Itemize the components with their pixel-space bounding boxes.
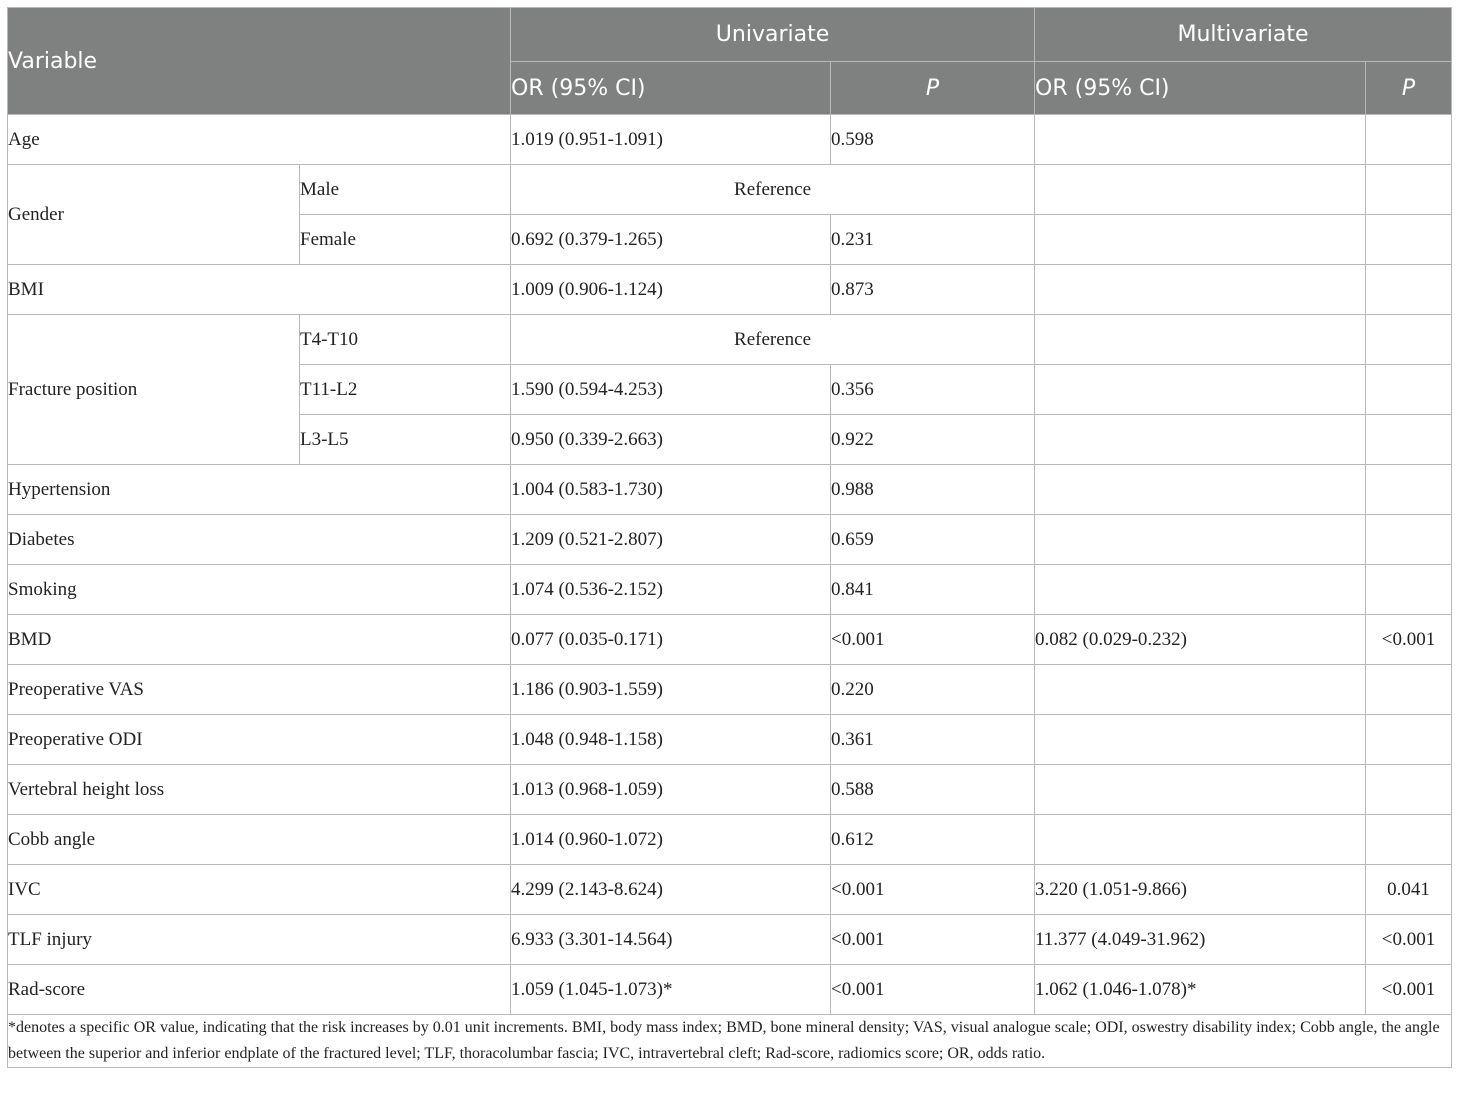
table-row bbox=[8, 815, 1452, 865]
header-variable: Variable bbox=[8, 8, 511, 115]
header-multivariate: Multivariate bbox=[1035, 8, 1452, 62]
univariate-p: 0.220 bbox=[831, 665, 1035, 715]
header-multivariate-or: OR (95% CI) bbox=[1035, 62, 1366, 115]
table-row bbox=[8, 615, 1452, 665]
row-label: Hypertension bbox=[8, 465, 511, 515]
univariate-or: 0.950 (0.339-2.663) bbox=[511, 415, 831, 465]
multivariate-p: 0.041 bbox=[1366, 865, 1452, 915]
row-label: Diabetes bbox=[8, 515, 511, 565]
multivariate-or bbox=[1035, 315, 1366, 365]
multivariate-or bbox=[1035, 565, 1366, 615]
row-label: Cobb angle bbox=[8, 815, 511, 865]
univariate-or: 0.077 (0.035-0.171) bbox=[511, 615, 831, 665]
header-univariate-or: OR (95% CI) bbox=[511, 62, 831, 115]
multivariate-p bbox=[1366, 515, 1452, 565]
reference-cell: Reference bbox=[511, 315, 1035, 365]
multivariate-p bbox=[1366, 565, 1452, 615]
univariate-or: 6.933 (3.301-14.564) bbox=[511, 915, 831, 965]
univariate-p: 0.841 bbox=[831, 565, 1035, 615]
row-label: Preoperative VAS bbox=[8, 665, 511, 715]
univariate-or: 1.074 (0.536-2.152) bbox=[511, 565, 831, 615]
row-label: Fracture position bbox=[8, 315, 300, 465]
univariate-p: 0.598 bbox=[831, 115, 1035, 165]
multivariate-p bbox=[1366, 315, 1452, 365]
table-row bbox=[8, 565, 1452, 615]
header-multivariate-p: P bbox=[1366, 62, 1452, 115]
univariate-or: 1.590 (0.594-4.253) bbox=[511, 365, 831, 415]
univariate-p: 0.361 bbox=[831, 715, 1035, 765]
multivariate-or bbox=[1035, 415, 1366, 465]
multivariate-p: <0.001 bbox=[1366, 965, 1452, 1015]
table-row bbox=[8, 965, 1452, 1015]
univariate-p: 0.612 bbox=[831, 815, 1035, 865]
univariate-p: <0.001 bbox=[831, 865, 1035, 915]
univariate-or: 1.209 (0.521-2.807) bbox=[511, 515, 831, 565]
multivariate-or bbox=[1035, 715, 1366, 765]
multivariate-or bbox=[1035, 665, 1366, 715]
regression-table bbox=[7, 7, 1452, 1068]
univariate-p: 0.659 bbox=[831, 515, 1035, 565]
table-row bbox=[8, 115, 1452, 165]
row-label: Age bbox=[8, 115, 511, 165]
table-row bbox=[8, 315, 1452, 365]
multivariate-or bbox=[1035, 765, 1366, 815]
univariate-or: 4.299 (2.143-8.624) bbox=[511, 865, 831, 915]
multivariate-p bbox=[1366, 365, 1452, 415]
multivariate-or bbox=[1035, 515, 1366, 565]
univariate-p: <0.001 bbox=[831, 965, 1035, 1015]
multivariate-p bbox=[1366, 465, 1452, 515]
table-footnote: *denotes a specific OR value, indicating that the risk increases by 0.01 unit increments. BMI, body mass index; BMD, bone mineral density; VAS, visual analogue scale; ODI, oswestry disability index; Cobb angle, the angle between the superior and inferior endplate of the fractured level; TLF, thoracolumbar fascia; IVC, intravertebral cleft; Rad-score, radiomics score; OR, odds ratio. bbox=[8, 1015, 1452, 1068]
table-row bbox=[8, 465, 1452, 515]
univariate-or: 1.009 (0.906-1.124) bbox=[511, 265, 831, 315]
univariate-p: <0.001 bbox=[831, 615, 1035, 665]
multivariate-p bbox=[1366, 115, 1452, 165]
row-label: Rad-score bbox=[8, 965, 511, 1015]
row-label: Vertebral height loss bbox=[8, 765, 511, 815]
multivariate-p bbox=[1366, 815, 1452, 865]
row-sublabel: Male bbox=[300, 165, 511, 215]
footnote-row bbox=[8, 1015, 1452, 1068]
table-row bbox=[8, 765, 1452, 815]
header-row bbox=[8, 8, 1452, 62]
univariate-p: 0.922 bbox=[831, 415, 1035, 465]
multivariate-p bbox=[1366, 765, 1452, 815]
multivariate-p: <0.001 bbox=[1366, 615, 1452, 665]
univariate-p: 0.988 bbox=[831, 465, 1035, 515]
multivariate-or bbox=[1035, 165, 1366, 215]
row-sublabel: T11-L2 bbox=[300, 365, 511, 415]
row-label: IVC bbox=[8, 865, 511, 915]
table-row bbox=[8, 915, 1452, 965]
multivariate-p bbox=[1366, 715, 1452, 765]
multivariate-or bbox=[1035, 115, 1366, 165]
univariate-or: 1.048 (0.948-1.158) bbox=[511, 715, 831, 765]
header-univariate: Univariate bbox=[511, 8, 1035, 62]
multivariate-p: <0.001 bbox=[1366, 915, 1452, 965]
univariate-or: 1.186 (0.903-1.559) bbox=[511, 665, 831, 715]
row-label: Smoking bbox=[8, 565, 511, 615]
row-sublabel: T4-T10 bbox=[300, 315, 511, 365]
row-sublabel: L3-L5 bbox=[300, 415, 511, 465]
univariate-or: 1.019 (0.951-1.091) bbox=[511, 115, 831, 165]
table-row bbox=[8, 265, 1452, 315]
row-sublabel: Female bbox=[300, 215, 511, 265]
table-row bbox=[8, 715, 1452, 765]
table-row bbox=[8, 165, 1452, 215]
multivariate-or: 1.062 (1.046-1.078)* bbox=[1035, 965, 1366, 1015]
row-label: Gender bbox=[8, 165, 300, 265]
header-univariate-p: P bbox=[831, 62, 1035, 115]
multivariate-or: 0.082 (0.029-0.232) bbox=[1035, 615, 1366, 665]
multivariate-or bbox=[1035, 815, 1366, 865]
row-label: BMD bbox=[8, 615, 511, 665]
reference-cell: Reference bbox=[511, 165, 1035, 215]
multivariate-or bbox=[1035, 365, 1366, 415]
univariate-or: 1.004 (0.583-1.730) bbox=[511, 465, 831, 515]
row-label: Preoperative ODI bbox=[8, 715, 511, 765]
univariate-p: 0.356 bbox=[831, 365, 1035, 415]
multivariate-or: 11.377 (4.049-31.962) bbox=[1035, 915, 1366, 965]
multivariate-p bbox=[1366, 165, 1452, 215]
table-row bbox=[8, 665, 1452, 715]
table-row bbox=[8, 865, 1452, 915]
univariate-or: 1.014 (0.960-1.072) bbox=[511, 815, 831, 865]
univariate-p: 0.588 bbox=[831, 765, 1035, 815]
multivariate-or: 3.220 (1.051-9.866) bbox=[1035, 865, 1366, 915]
multivariate-or bbox=[1035, 215, 1366, 265]
univariate-p: 0.231 bbox=[831, 215, 1035, 265]
univariate-or: 1.013 (0.968-1.059) bbox=[511, 765, 831, 815]
univariate-p: <0.001 bbox=[831, 915, 1035, 965]
univariate-p: 0.873 bbox=[831, 265, 1035, 315]
table-row bbox=[8, 515, 1452, 565]
multivariate-or bbox=[1035, 465, 1366, 515]
univariate-or: 1.059 (1.045-1.073)* bbox=[511, 965, 831, 1015]
multivariate-or bbox=[1035, 265, 1366, 315]
multivariate-p bbox=[1366, 215, 1452, 265]
multivariate-p bbox=[1366, 265, 1452, 315]
multivariate-p bbox=[1366, 415, 1452, 465]
multivariate-p bbox=[1366, 665, 1452, 715]
univariate-or: 0.692 (0.379-1.265) bbox=[511, 215, 831, 265]
row-label: TLF injury bbox=[8, 915, 511, 965]
row-label: BMI bbox=[8, 265, 511, 315]
